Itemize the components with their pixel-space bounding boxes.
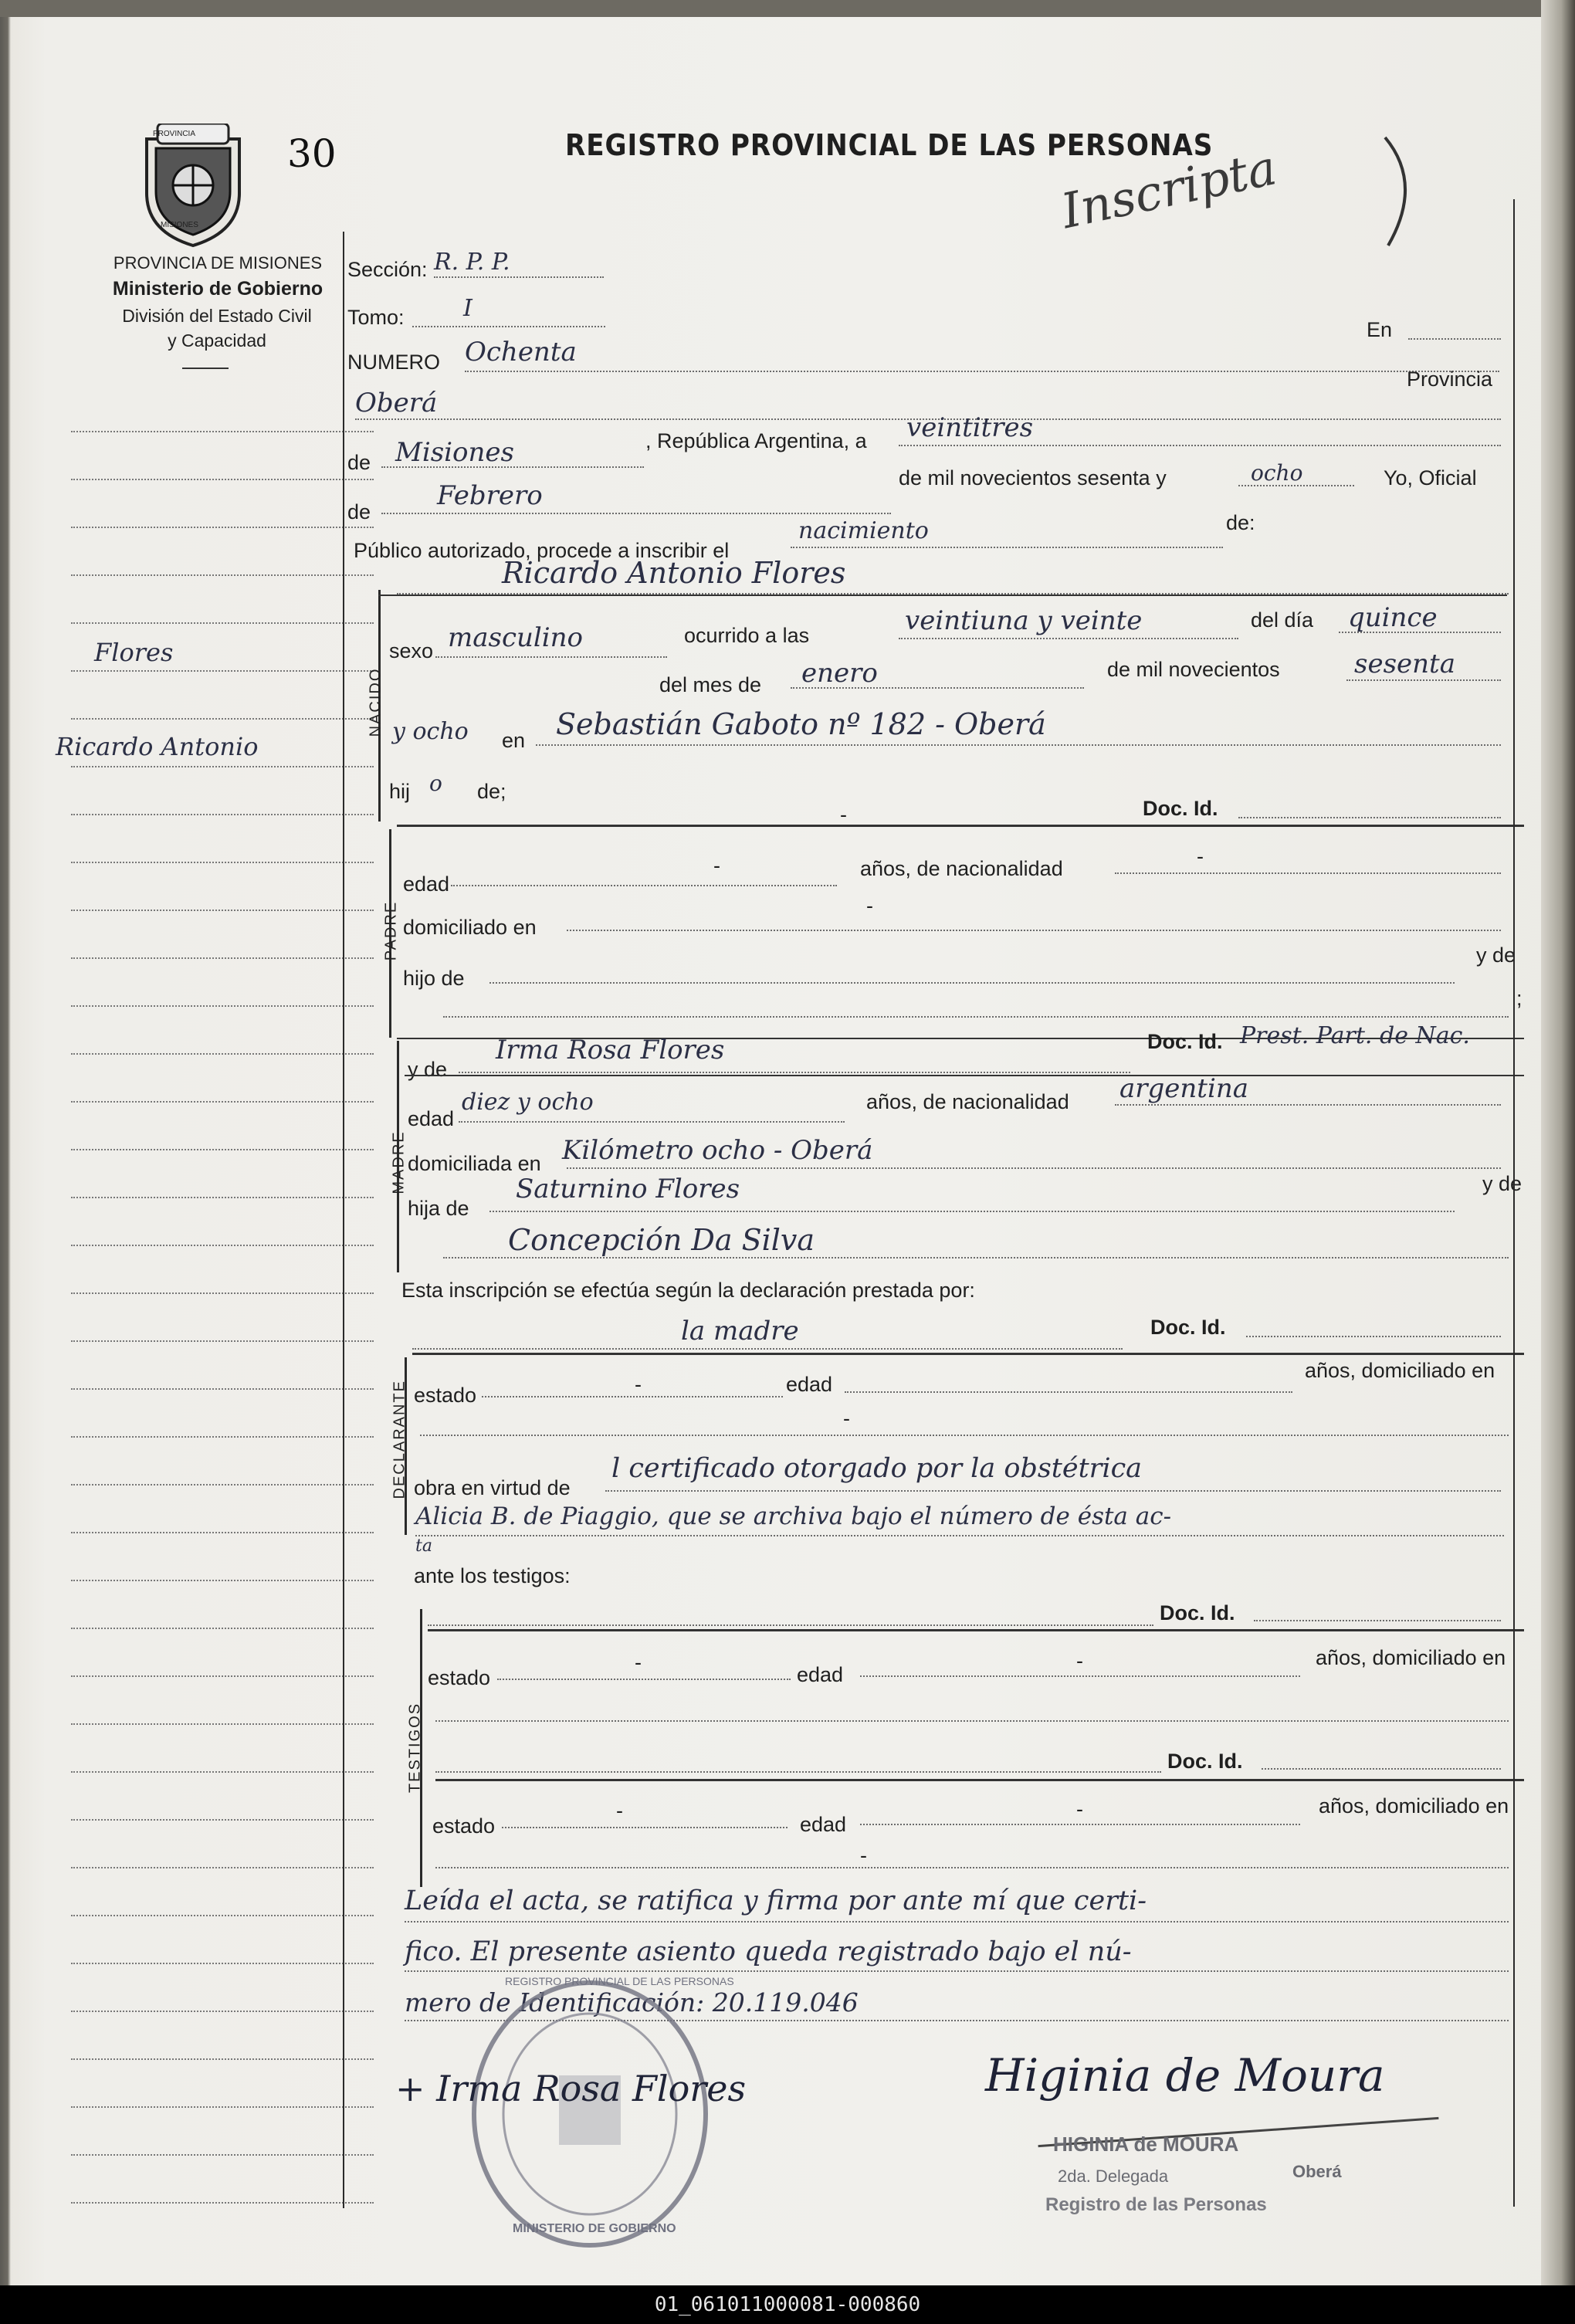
obra-dotline-2 xyxy=(415,1535,1504,1536)
mes-value: enero xyxy=(801,658,878,689)
dia-value: quince xyxy=(1348,602,1438,633)
madre-doc-value: Prest. Part. de Nac. xyxy=(1240,1022,1470,1049)
margin-ruled-line xyxy=(71,479,374,480)
margin-ruled-line xyxy=(71,1292,374,1294)
crest-label-top: PROVINCIA xyxy=(153,130,196,138)
testigo2-estado-dotline xyxy=(502,1827,788,1828)
header-divider xyxy=(182,368,229,369)
registry-title: REGISTRO PROVINCIAL DE LAS PERSONAS xyxy=(565,128,1214,162)
ministry-name: Ministerio de Gobierno xyxy=(112,278,323,300)
crest-label-bottom: MISIONES xyxy=(161,221,198,229)
margin-ruled-line xyxy=(71,670,374,672)
madre-dom-value: Kilómetro ocho - Oberá xyxy=(562,1135,873,1166)
padre-semicolon: ; xyxy=(1516,987,1522,1010)
image-caption: 01_061011000081-000860 xyxy=(0,2285,1575,2324)
margin-ruled-line xyxy=(71,431,374,432)
margin-ruled-line xyxy=(71,2154,374,2156)
seccion-dotline xyxy=(434,276,604,278)
obra-value: l certificado otorgado por la obstétrica xyxy=(611,1453,1143,1484)
testigo2-edad-dotline xyxy=(860,1824,1300,1825)
officer-stamp-place: Oberá xyxy=(1292,2162,1342,2181)
padre-edad-label: edad xyxy=(403,872,450,896)
padre-edad-dash: - xyxy=(713,854,720,877)
sexo-dotline xyxy=(435,656,667,658)
anio-value-2: y ocho xyxy=(392,718,469,745)
madre-anos-label: años, de nacionalidad xyxy=(866,1090,1069,1113)
tomo-value: I xyxy=(463,295,472,322)
tomo-dotline xyxy=(412,326,605,327)
testigo1-edad-dash: - xyxy=(1076,1649,1083,1672)
declarante-value: la madre xyxy=(681,1316,799,1347)
margin-separator xyxy=(343,232,344,2208)
declarante-anos-label: años, domiciliado en xyxy=(1305,1359,1495,1382)
testigo1-anos-label: años, domiciliado en xyxy=(1316,1646,1506,1669)
margin-ruled-line xyxy=(71,814,374,815)
declarante-estado-label: estado xyxy=(414,1384,477,1407)
testigo2-edad-dash: - xyxy=(1076,1797,1083,1821)
margin-ruled-line xyxy=(71,862,374,863)
margin-ruled-line xyxy=(71,2058,374,2060)
madre-nombre-dotline xyxy=(459,1072,1130,1073)
padre-hijo-dotline xyxy=(489,982,1455,984)
de3-label: de: xyxy=(1226,511,1255,534)
testigo1-estado-dotline xyxy=(497,1679,791,1680)
margin-ruled-line xyxy=(71,1963,374,1964)
margin-ruled-line xyxy=(71,574,374,576)
de2-label: de xyxy=(347,500,371,523)
margin-ruled-line xyxy=(71,718,374,720)
margin-ruled-line xyxy=(71,910,374,911)
nacido-dash: - xyxy=(840,803,847,826)
lugar-value: Sebastián Gaboto nº 182 - Oberá xyxy=(556,707,1046,741)
place-value: Oberá xyxy=(355,388,438,418)
page-number: 30 xyxy=(287,131,337,176)
padre-anos-label: años, de nacionalidad xyxy=(860,857,1063,880)
division-name: División del Estado Civil xyxy=(122,306,312,326)
mil-label: de mil novecientos xyxy=(1107,658,1280,681)
capacity-name: y Capacidad xyxy=(168,330,266,351)
numero-value: Ochenta xyxy=(465,337,577,368)
madre-doc-label: Doc. Id. xyxy=(1147,1030,1223,1053)
padre-dom-dotline xyxy=(567,930,1501,931)
ante-testigos-label: ante los testigos: xyxy=(414,1564,571,1587)
margin-ruled-line xyxy=(71,1819,374,1821)
officer-stamp-registry: Registro de las Personas xyxy=(1045,2194,1267,2215)
year-label: de mil novecientos sesenta y xyxy=(899,466,1167,490)
margin-ruled-line xyxy=(71,2011,374,2012)
page-right-edge xyxy=(1541,0,1575,2285)
declarante-doc-dotline xyxy=(1246,1336,1501,1337)
anio-dotline xyxy=(1346,679,1501,681)
madre-section-label: MADRE xyxy=(390,1130,408,1194)
nacido-en-label: en xyxy=(502,729,526,752)
madre-nombre-rule xyxy=(405,1075,1524,1076)
nacido-doc-dotline xyxy=(1238,817,1501,818)
declarante-intro-label: Esta inscripción se efectúa según la declaración prestada por: xyxy=(401,1279,975,1302)
testigo1-edad-dotline xyxy=(860,1675,1300,1677)
del-mes-label: del mes de xyxy=(659,673,762,696)
page-right-rule xyxy=(1513,199,1515,2207)
nacido-doc-label: Doc. Id. xyxy=(1143,797,1218,820)
margin-ruled-line xyxy=(71,1723,374,1725)
closing-line-2: fico. El presente asiento queda registrado bajo el nú- xyxy=(405,1936,1132,1967)
testigo2-rule xyxy=(435,1779,1524,1781)
testigo1-estado-dash: - xyxy=(635,1651,642,1674)
obra-value-2: Alicia B. de Piaggio, que se archiva bajo el número de ésta ac- xyxy=(415,1502,1172,1530)
province-name: PROVINCIA DE MISIONES xyxy=(113,253,323,273)
province-crest-icon xyxy=(139,124,247,249)
lugar-dotline xyxy=(536,744,1501,746)
madre-nombre-value: Irma Rosa Flores xyxy=(496,1035,725,1065)
seccion-label: Sección: xyxy=(347,258,428,281)
nacido-top-rule xyxy=(378,595,1507,596)
testigo1-dotline xyxy=(428,1624,1153,1626)
testigo2-anos-label: años, domiciliado en xyxy=(1319,1794,1509,1818)
padre-section-label: PADRE xyxy=(382,900,400,961)
hij-value: o xyxy=(429,771,442,796)
province-dotline xyxy=(381,466,644,468)
dia-dotline xyxy=(1339,632,1501,633)
registrant-name: Ricardo Antonio Flores xyxy=(502,556,846,590)
margin-ruled-line xyxy=(71,1675,374,1677)
madre-edad-label: edad xyxy=(408,1107,455,1130)
hora-value: veintiuna y veinte xyxy=(905,605,1143,636)
day-value: veintitres xyxy=(906,412,1034,443)
madre-y-de-label-2: y de xyxy=(1482,1172,1522,1195)
margin-ruled-line xyxy=(71,1580,374,1581)
act-value: nacimiento xyxy=(798,517,929,544)
obra-label: obra en virtud de xyxy=(414,1476,571,1499)
inscribed-stamp: Inscripta xyxy=(1056,139,1282,240)
declarante-edad-label: edad xyxy=(786,1373,833,1396)
margin-ruled-line xyxy=(71,1867,374,1868)
madre-madre-dotline xyxy=(443,1257,1509,1259)
testigo2-doc-dotline xyxy=(1262,1768,1501,1770)
margin-ruled-line xyxy=(71,1340,374,1342)
signature-declarant: + Irma Rosa Flores xyxy=(395,2068,747,2109)
official-seal-icon xyxy=(459,1967,721,2261)
testigo1-rule xyxy=(428,1629,1524,1631)
testigo2-dom-dotline xyxy=(435,1867,1509,1868)
ocurrido-label: ocurrido a las xyxy=(684,624,810,647)
margin-ruled-line xyxy=(71,1628,374,1629)
declarante-section-label: DECLARANTE xyxy=(391,1380,408,1499)
padre-y-de-label: y de xyxy=(1476,943,1516,967)
margin-ruled-line xyxy=(71,1484,374,1486)
declarante-doc-label: Doc. Id. xyxy=(1150,1316,1226,1339)
margin-ruled-line xyxy=(71,622,374,624)
padre-dom-dash: - xyxy=(866,894,873,917)
madre-nac-value: argentina xyxy=(1119,1073,1249,1104)
publico-label: Público autorizado, procede a inscribir el xyxy=(354,539,730,562)
republica-label: , República Argentina, a xyxy=(645,429,867,452)
closing-line-3: mero de Identificación: 20.119.046 xyxy=(405,1987,859,2017)
madre-padre-value: Saturnino Flores xyxy=(516,1174,740,1204)
seal-text-top: REGISTRO PROVINCIAL DE LAS PERSONAS xyxy=(505,1975,734,1987)
seal-text-bottom: MINISTERIO DE GOBIERNO xyxy=(513,2222,676,2235)
testigo1-doc-dotline xyxy=(1254,1620,1501,1621)
testigo2-estado-dash: - xyxy=(616,1799,623,1822)
declarante-dom-dash: - xyxy=(843,1407,850,1430)
declarante-top-rule xyxy=(412,1353,1524,1355)
year-value: ocho xyxy=(1251,460,1303,486)
testigo2-estado-label: estado xyxy=(432,1814,496,1838)
testigo2-dom-dash: - xyxy=(860,1844,867,1867)
margin-ruled-line xyxy=(71,1771,374,1773)
padre-nac-dotline xyxy=(1115,872,1501,874)
obra-value-3: ta xyxy=(415,1536,432,1556)
margin-ruled-line xyxy=(71,527,374,528)
margin-given-names: Ricardo Antonio xyxy=(56,732,259,761)
madre-nac-dotline xyxy=(1115,1104,1501,1106)
margin-ruled-line xyxy=(71,1149,374,1150)
obra-dotline xyxy=(605,1490,1501,1492)
hora-dotline xyxy=(899,638,1238,639)
margin-ruled-line xyxy=(71,1388,374,1390)
declarante-edad-dotline xyxy=(845,1391,1292,1393)
madre-hija-label: hija de xyxy=(408,1197,469,1220)
testigo1-doc-label: Doc. Id. xyxy=(1160,1601,1235,1624)
madre-edad-dotline xyxy=(459,1121,845,1123)
numero-dotline xyxy=(465,371,1499,372)
margin-ruled-line xyxy=(71,1532,374,1533)
officer-stamp-name: HIGINIA de MOURA xyxy=(1053,2133,1239,2156)
seccion-value: R. P. P. xyxy=(434,249,510,276)
provincia-label: Provincia xyxy=(1407,368,1493,391)
margin-ruled-line xyxy=(71,1005,374,1007)
madre-padre-dotline xyxy=(489,1211,1455,1212)
tomo-label: Tomo: xyxy=(347,306,405,329)
testigo2-edad-label: edad xyxy=(800,1813,847,1836)
testigo1-dom-dotline xyxy=(435,1720,1509,1722)
province-value: Misiones xyxy=(395,437,514,468)
margin-ruled-line xyxy=(71,1197,374,1198)
stamp-bracket-icon xyxy=(1377,130,1431,253)
madre-madre-value: Concepción Da Silva xyxy=(508,1223,815,1257)
sexo-label: sexo xyxy=(389,639,434,662)
madre-dom-dotline xyxy=(567,1167,1501,1169)
officer-stamp-role: 2da. Delegada xyxy=(1058,2166,1169,2186)
en-label: En xyxy=(1367,318,1393,341)
hij-de-label: de; xyxy=(477,780,506,803)
yo-oficial-label: Yo, Oficial xyxy=(1384,466,1477,490)
signature-officer: Higinia de Moura xyxy=(985,2049,1385,2102)
testigo2-dotline xyxy=(435,1771,1161,1773)
testigo2-doc-label: Doc. Id. xyxy=(1167,1750,1243,1773)
margin-ruled-line xyxy=(71,1101,374,1103)
declarante-estado-dash: - xyxy=(635,1373,642,1396)
testigos-section-label: TESTIGOS xyxy=(406,1702,424,1794)
padre-nac-dash: - xyxy=(1197,845,1204,868)
en-dotline xyxy=(1408,338,1501,340)
nacido-section-label: NACIDO xyxy=(367,667,384,737)
birth-record-page xyxy=(11,14,1539,2285)
margin-ruled-line xyxy=(71,957,374,959)
closing-dotline-1 xyxy=(405,1921,1509,1923)
closing-line-1: Leída el acta, se ratifica y firma por ante mí que certi- xyxy=(405,1885,1147,1916)
declarante-estado-dotline xyxy=(482,1396,783,1397)
madre-domiciliada-label: domiciliada en xyxy=(408,1152,541,1175)
margin-ruled-line xyxy=(71,1436,374,1438)
margin-ruled-line xyxy=(71,2106,374,2108)
month-dotline xyxy=(381,513,891,514)
mes-dotline xyxy=(791,687,1084,689)
margin-ruled-line xyxy=(71,1915,374,1916)
margin-ruled-line xyxy=(71,1053,374,1055)
padre-domiciliado-label: domiciliado en xyxy=(403,916,537,939)
margin-ruled-line xyxy=(71,1245,374,1246)
margin-ruled-line xyxy=(71,2202,374,2204)
margin-ruled-line xyxy=(71,766,374,767)
testigo1-estado-label: estado xyxy=(428,1666,491,1689)
padre-hijo-label: hijo de xyxy=(403,967,465,990)
sexo-value: masculino xyxy=(448,622,584,653)
numero-label: NUMERO xyxy=(347,351,440,374)
padre-edad-dotline xyxy=(451,885,837,886)
madre-y-de-label: y de xyxy=(408,1058,448,1081)
margin-surname: Flores xyxy=(94,638,174,667)
madre-edad-value: diez y ocho xyxy=(462,1089,594,1116)
act-dotline xyxy=(791,547,1223,548)
testigo1-edad-label: edad xyxy=(797,1663,844,1686)
anio-value-1: sesenta xyxy=(1354,649,1455,679)
declarante-dotline xyxy=(412,1348,1123,1350)
declarante-dom-dotline xyxy=(420,1435,1509,1436)
month-value: Febrero xyxy=(437,480,543,511)
del-dia-label: del día xyxy=(1251,608,1314,632)
de-label: de xyxy=(347,451,371,474)
padre-madre-dotline xyxy=(443,1016,1509,1018)
nacido-bottom-rule xyxy=(397,825,1524,827)
day-dotline xyxy=(899,445,1501,446)
hij-label: hij xyxy=(389,780,411,803)
year-dotline xyxy=(1238,485,1354,486)
